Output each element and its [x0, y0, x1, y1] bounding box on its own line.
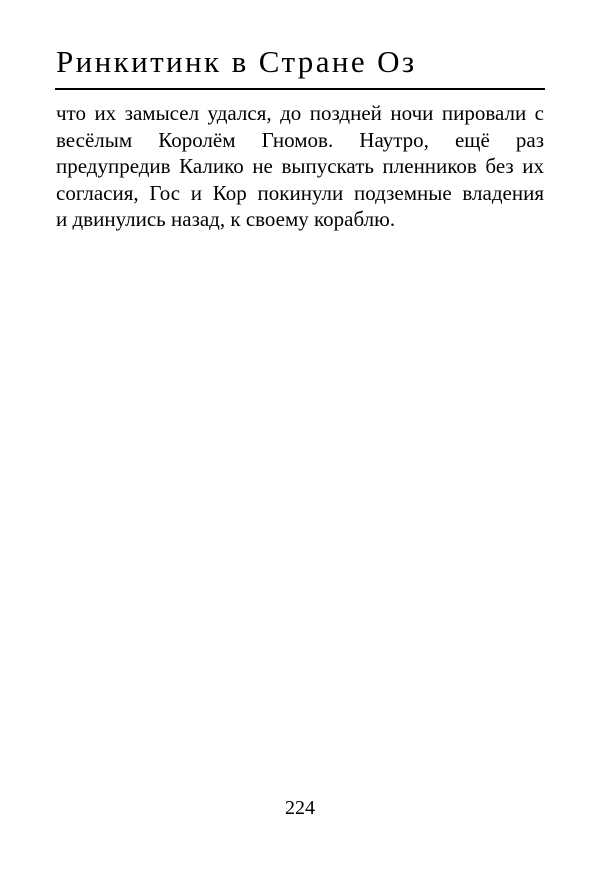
header-rule: [55, 88, 545, 90]
text-line: и двинулись назад, к своему кораблю.: [56, 207, 396, 231]
text-line: весёлым Королём Гномов. Наутро, ещё раз: [56, 127, 544, 152]
text-line: предупредив Калико не выпускать пленников без их: [56, 154, 544, 178]
page-number: 224: [285, 797, 315, 819]
body-paragraph: [56, 100, 544, 233]
text-line: согласия, Гос и Кор покинули подземные владения: [56, 180, 544, 205]
text-line: что их замысел удался, до поздней ночи пировали с: [56, 101, 544, 125]
running-head-title: Ринкитинк в Стране Оз: [56, 44, 417, 79]
